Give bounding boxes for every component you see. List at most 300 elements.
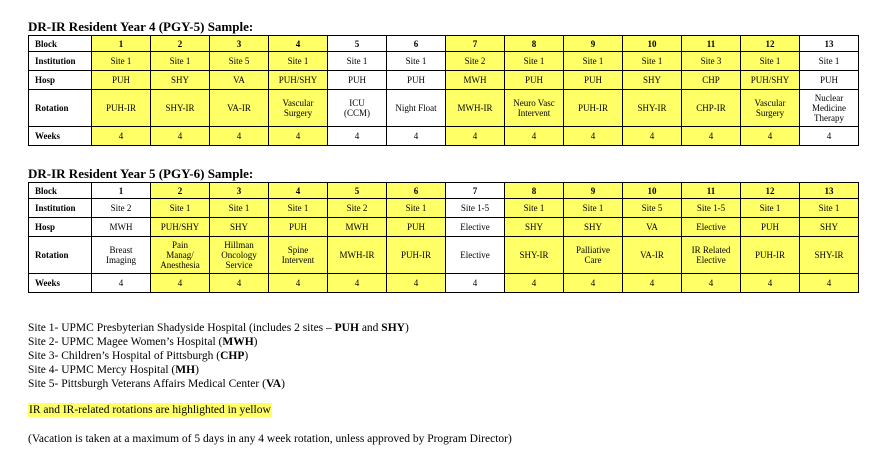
- weeks-text: 4: [295, 278, 301, 288]
- block-10-institution-cell: [623, 52, 682, 71]
- institution-text: Site 1: [169, 56, 191, 66]
- block-text: 9: [590, 185, 596, 196]
- block-3-hosp-cell: [210, 218, 269, 237]
- block-6-weeks-cell: [387, 274, 446, 293]
- site-text: Site 1- UPMC Presbyterian Shadyside Hospital (includes 2 sites –: [28, 322, 335, 334]
- block-11-block-cell: [682, 36, 741, 52]
- block-9-institution-cell: [564, 52, 623, 71]
- hosp-text: SHY: [642, 75, 661, 85]
- block-11-institution-cell: [682, 199, 741, 218]
- weeks-text: 4: [826, 131, 832, 141]
- rotation-text: VA-IR: [227, 103, 251, 113]
- rotation-text: SHY-IR: [165, 103, 195, 113]
- weeks-text: 4: [118, 278, 124, 288]
- block-6-rotation-cell: [387, 237, 446, 274]
- block-5-weeks-cell: [328, 274, 387, 293]
- block-6-institution-cell: [387, 199, 446, 218]
- site-abbrev: VA: [265, 378, 282, 390]
- block-8-rotation-cell: [505, 237, 564, 274]
- block-text: 5: [354, 38, 360, 49]
- block-1-institution-cell: [92, 52, 151, 71]
- block-10-rotation-cell: [623, 90, 682, 127]
- hosp-text: PUH: [524, 75, 543, 85]
- weeks-text: 4: [708, 131, 714, 141]
- rotation-text: MWH-IR: [457, 103, 493, 113]
- rotation-text: Night Float: [395, 103, 437, 113]
- block-11-hosp-cell: [682, 218, 741, 237]
- hosp-text: MWH: [345, 222, 369, 232]
- row-label-institution: Institution: [29, 199, 92, 218]
- block-5-rotation-cell: [328, 90, 387, 127]
- block-text: 12: [765, 185, 775, 196]
- site-text: ): [404, 322, 409, 334]
- rotation-text: Intervent: [517, 108, 551, 118]
- weeks-text: 4: [531, 278, 537, 288]
- institution-text: Site 1: [287, 56, 309, 66]
- row-label-weeks: Weeks: [29, 274, 92, 293]
- block-13-institution-cell: [800, 52, 859, 71]
- block-text: 10: [647, 185, 657, 196]
- institution-text: Site 2: [110, 203, 132, 213]
- institution-text: Site 1: [228, 203, 250, 213]
- hosp-text: SHY: [583, 222, 602, 232]
- block-9-rotation-cell: [564, 90, 623, 127]
- block-text: 8: [531, 38, 537, 49]
- hosp-text: PUH: [347, 75, 366, 85]
- block-5-institution-cell: [328, 52, 387, 71]
- block-13-block-cell: [800, 183, 859, 199]
- institution-text: Site 1: [582, 56, 604, 66]
- block-7-weeks-cell: [446, 127, 505, 146]
- block-8-hosp-cell: [505, 218, 564, 237]
- highlight-note: IR and IR-related rotations are highlighted in yellow: [29, 404, 271, 416]
- block-12-institution-cell: [741, 52, 800, 71]
- site-abbrev: CHP: [220, 350, 245, 362]
- block-6-block-cell: [387, 36, 446, 52]
- site-abbrev: PUH: [334, 322, 359, 334]
- block-7-hosp-cell: [446, 71, 505, 90]
- block-1-institution-cell: [92, 199, 151, 218]
- year4-row-hosp: [29, 71, 859, 90]
- weeks-text: 4: [413, 278, 419, 288]
- site-legend-line: [28, 335, 409, 349]
- rotation-text: Intervent: [281, 255, 315, 265]
- weeks-text: 4: [472, 278, 478, 288]
- rotation-text: Pain: [171, 240, 188, 250]
- block-text: 4: [295, 185, 301, 196]
- rotation-text: Elective: [460, 250, 490, 260]
- block-text: 7: [472, 38, 478, 49]
- block-3-hosp-cell: [210, 71, 269, 90]
- weeks-text: 4: [472, 131, 478, 141]
- rotation-text: Anesthesia: [160, 260, 200, 270]
- block-text: 6: [413, 185, 419, 196]
- block-2-hosp-cell: [151, 71, 210, 90]
- block-6-weeks-cell: [387, 127, 446, 146]
- block-10-hosp-cell: [623, 218, 682, 237]
- block-4-hosp-cell: [269, 218, 328, 237]
- rotation-text: Neuro Vasc: [513, 98, 555, 108]
- block-1-hosp-cell: [92, 71, 151, 90]
- rotation-text: PUH-IR: [577, 103, 608, 113]
- weeks-text: 4: [413, 131, 419, 141]
- hosp-text: PUH: [406, 222, 425, 232]
- block-4-weeks-cell: [269, 274, 328, 293]
- block-13-block-cell: [800, 36, 859, 52]
- rotation-text: (CCM): [343, 108, 370, 118]
- block-2-hosp-cell: [151, 218, 210, 237]
- block-8-institution-cell: [505, 52, 564, 71]
- site-legend-line: [28, 349, 409, 363]
- institution-text: Site 1: [169, 203, 191, 213]
- block-2-weeks-cell: [151, 127, 210, 146]
- block-9-hosp-cell: [564, 218, 623, 237]
- site-legend-line: [28, 377, 409, 391]
- rotation-text: Elective: [696, 255, 726, 265]
- block-6-rotation-cell: [387, 90, 446, 127]
- block-text: 2: [177, 185, 183, 196]
- block-1-block-cell: [92, 36, 151, 52]
- block-text: 12: [765, 38, 775, 49]
- rotation-text: Imaging: [106, 255, 136, 265]
- institution-text: Site 1: [346, 56, 368, 66]
- block-1-block-cell: [92, 183, 151, 199]
- block-text: 2: [177, 38, 183, 49]
- row-label-block: Block: [29, 183, 92, 199]
- year5-row-institution: [29, 199, 859, 218]
- block-4-block-cell: [269, 36, 328, 52]
- block-text: 1: [118, 38, 124, 49]
- rotation-text: SHY-IR: [519, 250, 549, 260]
- block-12-hosp-cell: [741, 71, 800, 90]
- block-text: 11: [706, 38, 716, 49]
- block-10-block-cell: [623, 36, 682, 52]
- block-7-rotation-cell: [446, 237, 505, 274]
- block-6-institution-cell: [387, 52, 446, 71]
- block-2-block-cell: [151, 36, 210, 52]
- block-text: 8: [531, 185, 537, 196]
- site-text: Site 2- UPMC Magee Women’s Hospital (: [28, 336, 223, 348]
- rotation-text: Manag/: [166, 250, 194, 260]
- weeks-text: 4: [590, 278, 596, 288]
- block-12-institution-cell: [741, 199, 800, 218]
- rotation-text: Care: [584, 255, 602, 265]
- site-abbrev: MH: [175, 364, 196, 376]
- block-1-rotation-cell: [92, 237, 151, 274]
- weeks-text: 4: [531, 131, 537, 141]
- block-3-rotation-cell: [210, 90, 269, 127]
- block-8-institution-cell: [505, 199, 564, 218]
- block-12-weeks-cell: [741, 127, 800, 146]
- site-text: ): [244, 350, 249, 362]
- hosp-text: SHY: [170, 75, 189, 85]
- site-text: ): [281, 378, 285, 390]
- rotation-text: Service: [225, 260, 253, 270]
- row-label-rotation: Rotation: [29, 90, 92, 127]
- block-10-institution-cell: [623, 199, 682, 218]
- rotation-text: Vascular: [754, 98, 786, 108]
- institution-text: Site 1: [582, 203, 604, 213]
- row-label-block: Block: [29, 36, 92, 52]
- block-3-institution-cell: [210, 52, 269, 71]
- hosp-text: PUH: [760, 222, 779, 232]
- site-text: Site 4- UPMC Mercy Hospital (: [28, 364, 176, 376]
- hosp-text: Elective: [460, 222, 490, 232]
- year4-title: DR-IR Resident Year 4 (PGY-5) Sample:: [28, 19, 254, 34]
- block-5-hosp-cell: [328, 218, 387, 237]
- block-7-institution-cell: [446, 52, 505, 71]
- institution-text: Site 3: [700, 56, 722, 66]
- block-1-weeks-cell: [92, 127, 151, 146]
- block-5-weeks-cell: [328, 127, 387, 146]
- block-4-weeks-cell: [269, 127, 328, 146]
- hosp-text: MWH: [463, 75, 487, 85]
- year5-row-hosp: [29, 218, 859, 237]
- institution-text: Site 1-5: [460, 203, 490, 213]
- block-5-institution-cell: [328, 199, 387, 218]
- block-13-hosp-cell: [800, 218, 859, 237]
- institution-text: Site 1: [818, 203, 840, 213]
- weeks-text: 4: [649, 278, 655, 288]
- block-5-block-cell: [328, 36, 387, 52]
- block-11-rotation-cell: [682, 90, 741, 127]
- hosp-text: PUH: [288, 222, 307, 232]
- site-abbrev: SHY: [381, 322, 405, 334]
- block-13-hosp-cell: [800, 71, 859, 90]
- block-6-hosp-cell: [387, 218, 446, 237]
- year4-rotation-table: [28, 35, 859, 146]
- site-legend-line: [28, 363, 409, 377]
- block-11-weeks-cell: [682, 274, 741, 293]
- block-10-block-cell: [623, 183, 682, 199]
- rotation-text: Spine: [287, 245, 309, 255]
- block-text: 3: [236, 185, 242, 196]
- rotation-text: Breast: [109, 245, 133, 255]
- block-text: 13: [824, 185, 834, 196]
- rotation-text: Oncology: [221, 250, 257, 260]
- institution-text: Site 1: [405, 56, 427, 66]
- block-2-institution-cell: [151, 199, 210, 218]
- block-text: 7: [472, 185, 478, 196]
- block-2-rotation-cell: [151, 90, 210, 127]
- block-text: 4: [295, 38, 301, 49]
- weeks-text: 4: [590, 131, 596, 141]
- block-11-hosp-cell: [682, 71, 741, 90]
- block-8-rotation-cell: [505, 90, 564, 127]
- hosp-text: MWH: [109, 222, 133, 232]
- block-10-rotation-cell: [623, 237, 682, 274]
- weeks-text: 4: [236, 131, 242, 141]
- block-9-institution-cell: [564, 199, 623, 218]
- block-text: 13: [824, 38, 834, 49]
- institution-text: Site 1: [759, 203, 781, 213]
- year4-row-institution: [29, 52, 859, 71]
- block-12-hosp-cell: [741, 218, 800, 237]
- block-13-weeks-cell: [800, 127, 859, 146]
- block-8-block-cell: [505, 36, 564, 52]
- block-9-hosp-cell: [564, 71, 623, 90]
- institution-text: Site 1: [405, 203, 427, 213]
- block-12-rotation-cell: [741, 90, 800, 127]
- weeks-text: 4: [295, 131, 301, 141]
- institution-text: Site 1: [523, 56, 545, 66]
- rotation-text: PUH-IR: [754, 250, 785, 260]
- rotation-text: Palliative: [576, 245, 610, 255]
- year4-row-block: [29, 36, 859, 52]
- rotation-text: Vascular: [282, 98, 314, 108]
- block-12-rotation-cell: [741, 237, 800, 274]
- row-label-hosp: Hosp: [29, 71, 92, 90]
- rotation-text: PUH-IR: [105, 103, 136, 113]
- block-10-weeks-cell: [623, 127, 682, 146]
- hosp-text: PUH/SHY: [160, 222, 200, 232]
- block-12-block-cell: [741, 36, 800, 52]
- block-1-weeks-cell: [92, 274, 151, 293]
- institution-text: Site 2: [346, 203, 368, 213]
- block-text: 3: [236, 38, 242, 49]
- rotation-text: IR Related: [691, 245, 731, 255]
- block-12-block-cell: [741, 183, 800, 199]
- block-4-rotation-cell: [269, 237, 328, 274]
- block-1-hosp-cell: [92, 218, 151, 237]
- institution-text: Site 2: [464, 56, 486, 66]
- block-4-block-cell: [269, 183, 328, 199]
- block-8-block-cell: [505, 183, 564, 199]
- block-11-block-cell: [682, 183, 741, 199]
- weeks-text: 4: [236, 278, 242, 288]
- hosp-text: SHY: [524, 222, 543, 232]
- block-3-rotation-cell: [210, 237, 269, 274]
- block-7-block-cell: [446, 183, 505, 199]
- site-legend-line: [28, 321, 409, 335]
- block-4-rotation-cell: [269, 90, 328, 127]
- hosp-text: PUH: [819, 75, 838, 85]
- block-8-hosp-cell: [505, 71, 564, 90]
- rotation-text: Surgery: [755, 108, 785, 118]
- site-text: Site 5- Pittsburgh Veterans Affairs Medical Center (: [28, 378, 266, 390]
- institution-text: Site 1: [110, 56, 132, 66]
- block-10-weeks-cell: [623, 274, 682, 293]
- institution-text: Site 1: [523, 203, 545, 213]
- block-11-institution-cell: [682, 52, 741, 71]
- block-12-weeks-cell: [741, 274, 800, 293]
- block-5-block-cell: [328, 183, 387, 199]
- row-label-institution: Institution: [29, 52, 92, 71]
- weeks-text: 4: [177, 131, 183, 141]
- row-label-hosp: Hosp: [29, 218, 92, 237]
- weeks-text: 4: [767, 278, 773, 288]
- institution-text: Site 5: [641, 203, 663, 213]
- block-3-block-cell: [210, 183, 269, 199]
- rotation-text: SHY-IR: [637, 103, 667, 113]
- block-6-block-cell: [387, 183, 446, 199]
- row-label-rotation: Rotation: [29, 237, 92, 274]
- block-8-weeks-cell: [505, 274, 564, 293]
- block-9-weeks-cell: [564, 274, 623, 293]
- rotation-text: VA-IR: [640, 250, 664, 260]
- hosp-text: PUH: [111, 75, 130, 85]
- weeks-text: 4: [354, 278, 360, 288]
- year5-title: DR-IR Resident Year 5 (PGY-6) Sample:: [28, 166, 254, 181]
- block-13-weeks-cell: [800, 274, 859, 293]
- hosp-text: SHY: [819, 222, 838, 232]
- block-text: 6: [413, 38, 419, 49]
- block-13-rotation-cell: [800, 90, 859, 127]
- block-text: 1: [118, 185, 124, 196]
- hosp-text: PUH/SHY: [278, 75, 318, 85]
- rotation-text: CHP-IR: [696, 103, 726, 113]
- block-13-rotation-cell: [800, 237, 859, 274]
- rotation-text: ICU: [349, 98, 365, 108]
- year4-row-rotation: [29, 90, 859, 127]
- block-8-weeks-cell: [505, 127, 564, 146]
- hosp-text: PUH: [583, 75, 602, 85]
- weeks-text: 4: [177, 278, 183, 288]
- block-5-rotation-cell: [328, 237, 387, 274]
- rotation-text: Therapy: [814, 113, 844, 123]
- rotation-text: Medicine: [812, 103, 846, 113]
- site-text: Site 3- Children’s Hospital of Pittsburgh (: [28, 350, 221, 362]
- block-text: 10: [647, 38, 657, 49]
- year5-row-block: [29, 183, 859, 199]
- block-4-hosp-cell: [269, 71, 328, 90]
- institution-text: Site 1: [641, 56, 663, 66]
- block-7-block-cell: [446, 36, 505, 52]
- block-2-block-cell: [151, 183, 210, 199]
- block-11-rotation-cell: [682, 237, 741, 274]
- block-text: 9: [590, 38, 596, 49]
- block-9-rotation-cell: [564, 237, 623, 274]
- block-1-rotation-cell: [92, 90, 151, 127]
- rotation-text: Nuclear: [814, 93, 844, 103]
- block-4-institution-cell: [269, 52, 328, 71]
- weeks-text: 4: [649, 131, 655, 141]
- weeks-text: 4: [767, 131, 773, 141]
- year5-rotation-table: [28, 182, 859, 293]
- site-text: and: [358, 322, 382, 334]
- block-9-block-cell: [564, 36, 623, 52]
- block-9-weeks-cell: [564, 127, 623, 146]
- hosp-text: PUH: [406, 75, 425, 85]
- block-2-weeks-cell: [151, 274, 210, 293]
- block-10-hosp-cell: [623, 71, 682, 90]
- block-7-hosp-cell: [446, 218, 505, 237]
- block-3-institution-cell: [210, 199, 269, 218]
- vacation-note: (Vacation is taken at a maximum of 5 days in any 4 week rotation, unless approved by Program Director): [28, 433, 512, 445]
- block-9-block-cell: [564, 183, 623, 199]
- weeks-text: 4: [118, 131, 124, 141]
- hosp-text: Elective: [696, 222, 726, 232]
- institution-text: Site 1: [759, 56, 781, 66]
- block-4-institution-cell: [269, 199, 328, 218]
- institution-text: Site 5: [228, 56, 250, 66]
- weeks-text: 4: [826, 278, 832, 288]
- rotation-text: MWH-IR: [339, 250, 375, 260]
- block-3-weeks-cell: [210, 274, 269, 293]
- block-5-hosp-cell: [328, 71, 387, 90]
- rotation-text: Hillman: [224, 240, 254, 250]
- block-3-weeks-cell: [210, 127, 269, 146]
- hosp-text: VA: [233, 75, 245, 85]
- weeks-text: 4: [354, 131, 360, 141]
- block-3-block-cell: [210, 36, 269, 52]
- block-13-institution-cell: [800, 199, 859, 218]
- year5-row-rotation: [29, 237, 859, 274]
- block-11-weeks-cell: [682, 127, 741, 146]
- hosp-text: SHY: [229, 222, 248, 232]
- block-7-rotation-cell: [446, 90, 505, 127]
- institution-text: Site 1: [818, 56, 840, 66]
